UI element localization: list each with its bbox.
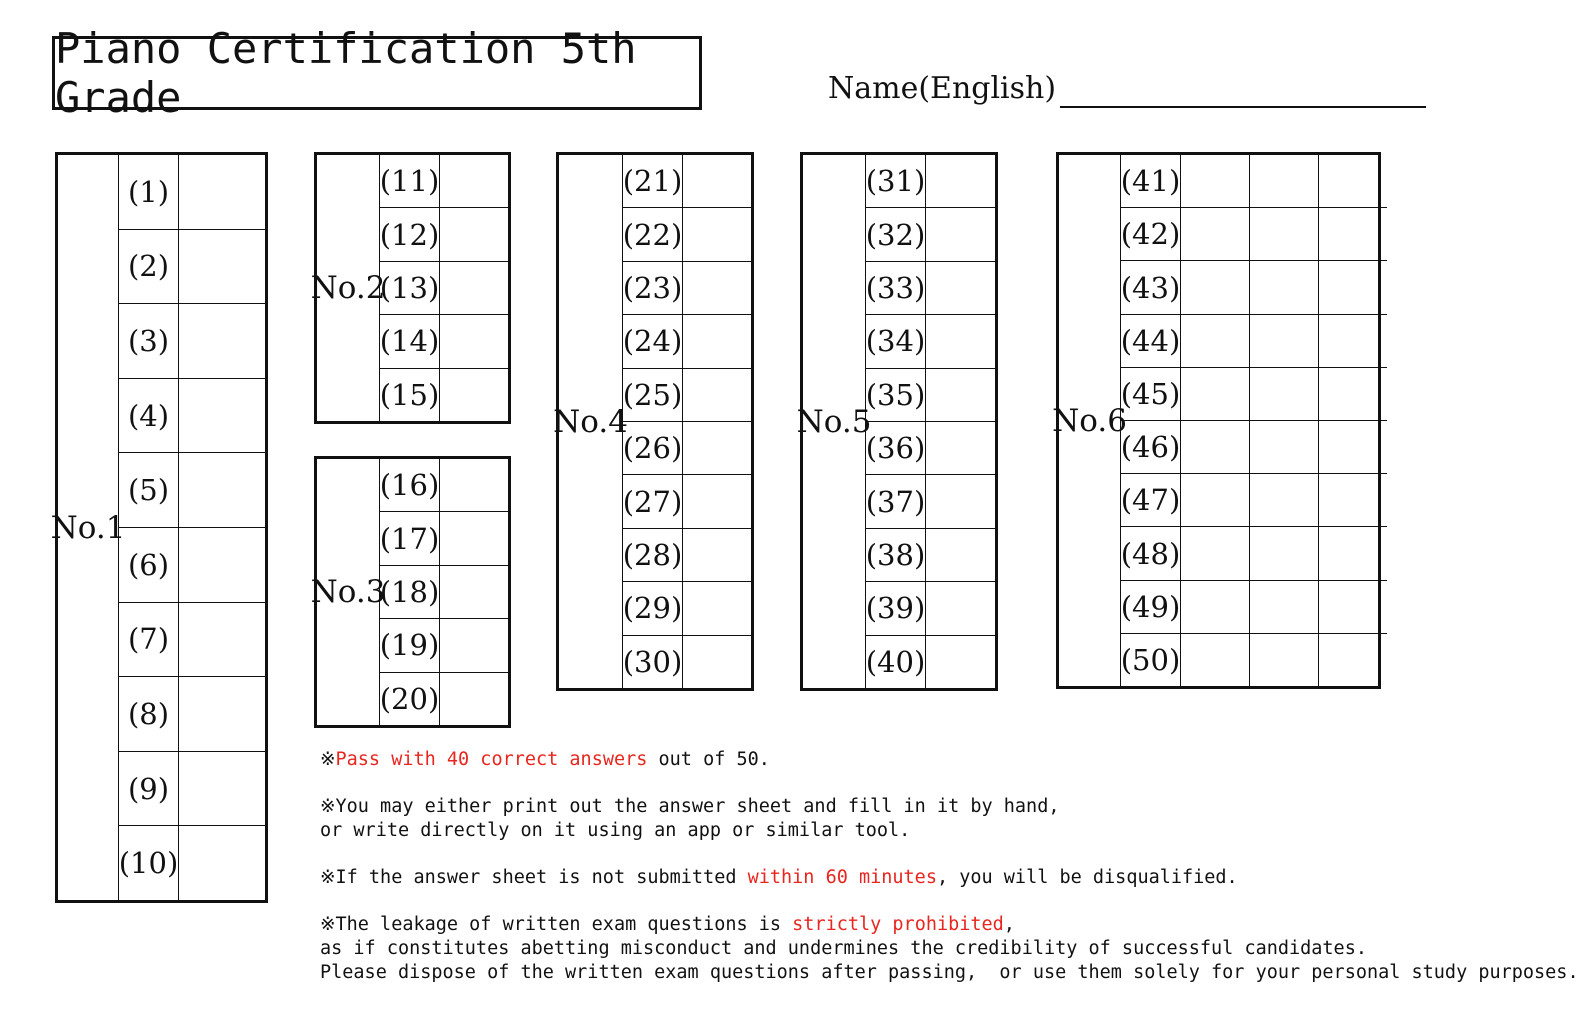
question-number: (2) xyxy=(119,230,179,304)
answer-cell[interactable] xyxy=(1181,155,1250,207)
question-number: (26) xyxy=(623,422,683,474)
answer-cell[interactable] xyxy=(179,528,265,602)
answer-cell[interactable] xyxy=(1250,474,1319,526)
answer-cell[interactable] xyxy=(926,475,995,527)
pass-condition: Pass with 40 correct answers xyxy=(335,749,648,770)
question-row xyxy=(866,369,995,422)
note-print: ※You may either print out the answer sheet and fill in it by hand, or write directly on it using an app or similar tool. xyxy=(320,796,1060,841)
question-row xyxy=(866,475,995,528)
question-number: (35) xyxy=(866,369,926,421)
question-row xyxy=(380,155,508,208)
answer-cell[interactable] xyxy=(440,262,508,314)
question-number: (49) xyxy=(1121,581,1181,633)
question-row xyxy=(380,262,508,315)
question-row xyxy=(623,262,751,315)
answer-cell[interactable] xyxy=(1319,261,1387,313)
answer-cell[interactable] xyxy=(926,155,995,207)
question-row xyxy=(119,752,265,827)
question-number: (40) xyxy=(866,636,926,688)
question-row xyxy=(1121,208,1387,261)
question-row xyxy=(623,369,751,422)
answer-cell[interactable] xyxy=(179,379,265,453)
question-row xyxy=(866,582,995,635)
question-number: (38) xyxy=(866,529,926,581)
question-number: (33) xyxy=(866,262,926,314)
question-row xyxy=(623,582,751,635)
answer-section xyxy=(796,152,998,691)
question-number: (25) xyxy=(623,369,683,421)
question-number: (50) xyxy=(1121,634,1181,686)
answer-cell[interactable] xyxy=(1250,634,1319,686)
question-number: (39) xyxy=(866,582,926,634)
question-rows xyxy=(119,155,265,900)
answer-cell[interactable] xyxy=(683,422,751,474)
question-number: (13) xyxy=(380,262,440,314)
time-limit: within 60 minutes xyxy=(747,867,937,888)
question-number: (11) xyxy=(380,155,440,207)
question-number: (27) xyxy=(623,475,683,527)
answer-cell[interactable] xyxy=(926,582,995,634)
note-pass: ※Pass with 40 correct answers out of 50. xyxy=(320,749,770,770)
answer-cell[interactable] xyxy=(1181,261,1250,313)
answer-cell[interactable] xyxy=(1181,208,1250,260)
answer-section xyxy=(553,152,754,691)
question-number: (6) xyxy=(119,528,179,602)
answer-cell[interactable] xyxy=(1319,315,1387,367)
answer-cell[interactable] xyxy=(440,673,508,725)
question-number: (32) xyxy=(866,208,926,260)
question-number: (30) xyxy=(623,636,683,688)
question-number: (9) xyxy=(119,752,179,826)
answer-cell[interactable] xyxy=(926,369,995,421)
answer-cell[interactable] xyxy=(683,369,751,421)
question-number: (41) xyxy=(1121,155,1181,207)
question-row xyxy=(1121,261,1387,314)
question-number: (28) xyxy=(623,529,683,581)
question-number: (19) xyxy=(380,619,440,671)
question-number: (12) xyxy=(380,208,440,260)
answer-cell[interactable] xyxy=(440,315,508,367)
question-row xyxy=(1121,581,1387,634)
question-number: (37) xyxy=(866,475,926,527)
question-number: (34) xyxy=(866,315,926,367)
name-label: Name(English) xyxy=(828,71,1057,106)
name-input-line[interactable] xyxy=(1060,70,1426,108)
answer-cell[interactable] xyxy=(1319,421,1387,473)
question-rows xyxy=(1121,155,1387,686)
answer-section xyxy=(1052,152,1381,689)
answer-cell[interactable] xyxy=(1181,421,1250,473)
question-row xyxy=(623,422,751,475)
answer-cell[interactable] xyxy=(179,752,265,826)
question-row xyxy=(1121,527,1387,580)
section-label: No.2 xyxy=(317,155,380,421)
answer-cell[interactable] xyxy=(926,262,995,314)
answer-cell[interactable] xyxy=(1250,208,1319,260)
question-number: (8) xyxy=(119,677,179,751)
question-row xyxy=(119,528,265,603)
name-field xyxy=(828,70,1426,108)
question-number: (42) xyxy=(1121,208,1181,260)
answer-cell[interactable] xyxy=(1181,474,1250,526)
question-number: (15) xyxy=(380,369,440,421)
question-row xyxy=(380,369,508,421)
question-row xyxy=(623,636,751,688)
answer-cell[interactable] xyxy=(1319,155,1387,207)
section-label: No.5 xyxy=(803,155,866,688)
question-number: (18) xyxy=(380,566,440,618)
question-number: (22) xyxy=(623,208,683,260)
answer-section xyxy=(310,456,511,728)
question-row xyxy=(119,230,265,305)
question-row xyxy=(866,208,995,261)
question-number: (4) xyxy=(119,379,179,453)
answer-cell[interactable] xyxy=(1250,527,1319,579)
question-row xyxy=(380,459,508,512)
answer-cell[interactable] xyxy=(1319,368,1387,420)
question-number: (45) xyxy=(1121,368,1181,420)
question-row xyxy=(1121,368,1387,421)
question-row xyxy=(380,566,508,619)
answer-cell[interactable] xyxy=(1319,581,1387,633)
question-number: (48) xyxy=(1121,527,1181,579)
question-row xyxy=(623,315,751,368)
answer-cell[interactable] xyxy=(1319,634,1387,686)
section-label: No.3 xyxy=(317,459,380,725)
answer-cell[interactable] xyxy=(179,155,265,229)
question-number: (47) xyxy=(1121,474,1181,526)
answer-cell[interactable] xyxy=(1181,368,1250,420)
question-row xyxy=(119,603,265,678)
answer-cell[interactable] xyxy=(179,826,265,900)
note-leakage: ※The leakage of written exam questions is strictly prohibited, as if constitutes abetting misconduct and undermines the credibility of successful candidates. Please dispose of the written exam questions after passing, or use them solely for your personal study purposes. xyxy=(320,914,1579,983)
question-rows xyxy=(380,155,508,421)
answer-cell[interactable] xyxy=(683,262,751,314)
answer-cell[interactable] xyxy=(1250,315,1319,367)
question-row xyxy=(623,529,751,582)
answer-cell[interactable] xyxy=(1250,155,1319,207)
question-row xyxy=(119,677,265,752)
question-row xyxy=(119,304,265,379)
prohibition: strictly prohibited xyxy=(792,914,1004,935)
question-number: (46) xyxy=(1121,421,1181,473)
answer-cell[interactable] xyxy=(1250,368,1319,420)
question-row xyxy=(119,826,265,900)
answer-cell[interactable] xyxy=(179,304,265,378)
question-rows xyxy=(380,459,508,725)
question-number: (5) xyxy=(119,453,179,527)
question-row xyxy=(119,379,265,454)
answer-cell[interactable] xyxy=(1319,208,1387,260)
answer-cell[interactable] xyxy=(179,230,265,304)
question-number: (17) xyxy=(380,512,440,564)
question-number: (23) xyxy=(623,262,683,314)
instructions xyxy=(320,748,1579,1008)
answer-cell[interactable] xyxy=(440,512,508,564)
question-row xyxy=(119,155,265,230)
answer-cell[interactable] xyxy=(179,453,265,527)
question-number: (3) xyxy=(119,304,179,378)
question-row xyxy=(380,619,508,672)
question-rows xyxy=(623,155,751,688)
answer-section xyxy=(310,152,511,424)
question-row xyxy=(866,262,995,315)
page-title: Piano Certification 5th Grade xyxy=(52,36,702,110)
question-number: (1) xyxy=(119,155,179,229)
question-number: (16) xyxy=(380,459,440,511)
answer-cell[interactable] xyxy=(1319,527,1387,579)
question-row xyxy=(380,512,508,565)
answer-cell[interactable] xyxy=(683,155,751,207)
question-row xyxy=(866,315,995,368)
answer-cell[interactable] xyxy=(440,619,508,671)
question-number: (36) xyxy=(866,422,926,474)
question-number: (21) xyxy=(623,155,683,207)
question-number: (14) xyxy=(380,315,440,367)
question-row xyxy=(866,529,995,582)
question-row xyxy=(866,422,995,475)
answer-cell[interactable] xyxy=(683,208,751,260)
question-row xyxy=(623,208,751,261)
answer-section xyxy=(50,152,268,903)
answer-cell[interactable] xyxy=(440,208,508,260)
answer-cell[interactable] xyxy=(683,529,751,581)
answer-cell[interactable] xyxy=(440,155,508,207)
answer-cell[interactable] xyxy=(926,529,995,581)
answer-cell[interactable] xyxy=(1319,474,1387,526)
question-row xyxy=(1121,634,1387,686)
question-number: (24) xyxy=(623,315,683,367)
answer-cell[interactable] xyxy=(683,315,751,367)
answer-cell[interactable] xyxy=(1181,634,1250,686)
note-time-limit: ※If the answer sheet is not submitted within 60 minutes, you will be disqualified. xyxy=(320,867,1238,888)
answer-cell[interactable] xyxy=(179,677,265,751)
answer-cell[interactable] xyxy=(440,369,508,421)
answer-cell[interactable] xyxy=(1181,527,1250,579)
question-row xyxy=(1121,474,1387,527)
question-row xyxy=(1121,315,1387,368)
question-row xyxy=(623,475,751,528)
question-number: (31) xyxy=(866,155,926,207)
question-row xyxy=(866,636,995,688)
question-number: (43) xyxy=(1121,261,1181,313)
question-row xyxy=(380,673,508,725)
section-label: No.4 xyxy=(559,155,623,688)
answer-cell[interactable] xyxy=(440,459,508,511)
section-label: No.6 xyxy=(1059,155,1121,686)
question-row xyxy=(866,155,995,208)
question-number: (20) xyxy=(380,673,440,725)
section-label: No.1 xyxy=(58,155,119,900)
question-number: (7) xyxy=(119,603,179,677)
answer-cell[interactable] xyxy=(926,315,995,367)
question-row xyxy=(1121,155,1387,208)
answer-cell[interactable] xyxy=(1181,315,1250,367)
answer-cell[interactable] xyxy=(683,636,751,688)
question-row xyxy=(380,315,508,368)
question-row xyxy=(1121,421,1387,474)
answer-cell[interactable] xyxy=(179,603,265,677)
answer-cell[interactable] xyxy=(926,636,995,688)
question-row xyxy=(380,208,508,261)
question-number: (10) xyxy=(119,826,179,900)
question-number: (29) xyxy=(623,582,683,634)
question-rows xyxy=(866,155,995,688)
answer-cell[interactable] xyxy=(1250,581,1319,633)
answer-cell[interactable] xyxy=(1250,421,1319,473)
answer-cell[interactable] xyxy=(440,566,508,618)
question-number: (44) xyxy=(1121,315,1181,367)
question-row xyxy=(119,453,265,528)
answer-cell[interactable] xyxy=(926,422,995,474)
answer-cell[interactable] xyxy=(683,475,751,527)
question-row xyxy=(623,155,751,208)
answer-cell[interactable] xyxy=(1250,261,1319,313)
answer-cell[interactable] xyxy=(683,582,751,634)
answer-cell[interactable] xyxy=(926,208,995,260)
answer-cell[interactable] xyxy=(1181,581,1250,633)
